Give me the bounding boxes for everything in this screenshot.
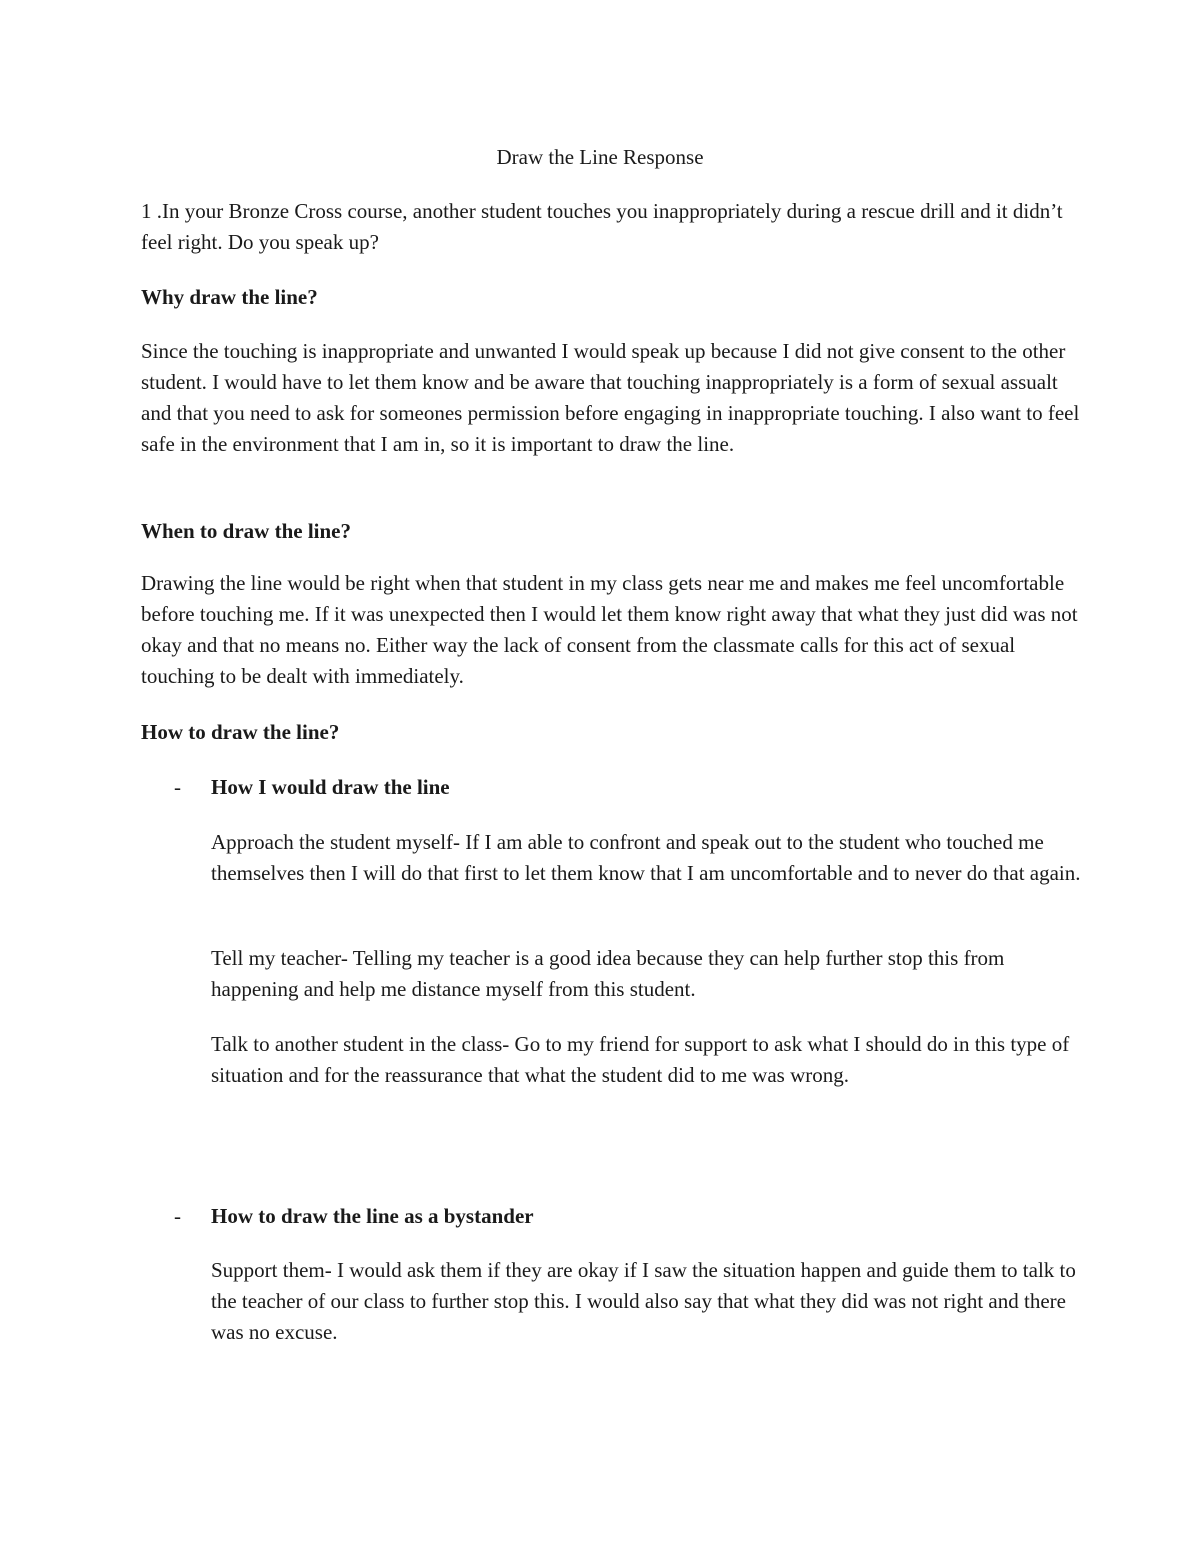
when-heading: When to draw the line? [141, 519, 351, 543]
self-item-student: Talk to another student in the class- Go to my friend for support to ask what I should do in this type of situation and for the reassurance that what the student did to me was wrong. [211, 1032, 1070, 1087]
when-body: Drawing the line would be right when that student in my class gets near me and makes me feel uncomfortable before touching me. If it was unexpected then I would let them know right away that what they just did was not okay and that no means no. Either way the lack of consent from the classmate calls for this act of sexual touching to be dealt with immediately. [141, 571, 1078, 688]
bystander-item-support: Support them- I would ask them if they are okay if I saw the situation happen and guide them to talk to the teacher of our class to further stop this. I would also say that what they did was not right and there was no excuse. [211, 1258, 1076, 1344]
why-heading: Why draw the line? [141, 285, 318, 309]
bullet-bystander-label: How to draw the line as a bystander [211, 1204, 534, 1228]
document-title: Draw the Line Response [496, 145, 704, 169]
bullet-dash: - [174, 775, 181, 799]
self-item-teacher: Tell my teacher- Telling my teacher is a good idea because they can help further stop this from happening and help me distance myself from this student. [211, 946, 1005, 1001]
bullet-dash: - [174, 1204, 181, 1228]
question-text: 1 .In your Bronze Cross course, another student touches you inappropriately during a rescue drill and it didn’t feel right. Do you speak up? [141, 199, 1063, 254]
how-heading: How to draw the line? [141, 720, 340, 744]
why-body: Since the touching is inappropriate and unwanted I would speak up because I did not give consent to the other student. I would have to let them know and be aware that touching inappropriately is a form of sexual assualt and that you need to ask for someones permission before engaging in inappropriate touching. I also want to feel safe in the environment that I am in, so it is important to draw the line. [141, 339, 1080, 456]
self-item-approach: Approach the student myself- If I am able to confront and speak out to the student who touched me themselves then I will do that first to let them know that I am uncomfortable and to never do that again. [211, 830, 1081, 885]
bullet-self-label: How I would draw the line [211, 775, 450, 799]
